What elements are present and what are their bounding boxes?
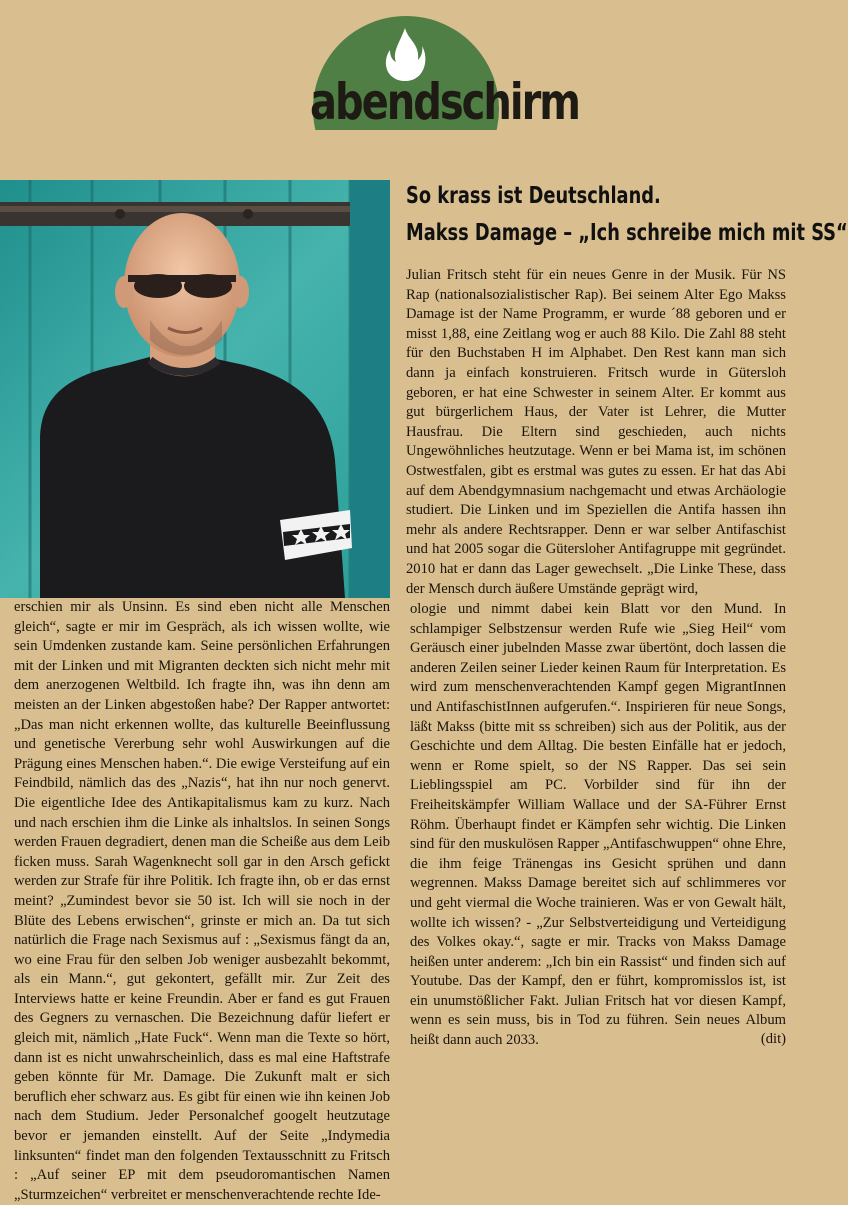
article-text-right-bottom: ologie und nimmt dabei kein Blatt vor den Mund. In schlampiger Selbstzensur werden Rufe wie „Sieg Heil“ vom Geräusch einer jubelnden Masse zwar übertönt, doch lassen die anderen Zeilen seiner Lieder keinen Raum für Interpretation. Es wird zum menschenverachtenden Kampf gegen MigrantInnen und AntifaschistInnen aufgerufen.“. Inspirieren für neue Songs, läßt Makss (bitte mit ss schreiben) sich aus der Politik, aus der Geschichte und dem Alltag. Die besten Einfälle hat er jedoch, wenn er Rome spielt, so der NS Rapper. Das sei sein Lieblingsspiel am PC. Vorbilder sind für ihn der Freiheitskämpfer William Wallace und der SA-Führer Ernst Röhm. Überhaupt findet er Kämpfen sehr wichtig. Die Linken sind für den muskulösen Rapper „Antifaschwuppen“ ohne Ehre, die ihm feige Tränengas ins Gesicht sprühen und dann wegrennen. Makss Damage bereitet sich auf schlimmeres vor und geht viermal die Woche trainieren. Was er von Gewalt hält, wollte ich wissen? - „Zur Selbstverteidigung und Verteidigung des Volkes okay.“, sagte er mir. Tracks von Makss Damage heißen unter anderem: „Ich bin ein Rassist“ und finden sich auf Youtube. Das der Kampf, den er führt, kompromisslos ist, ist ein unumstößlicher Fakt. Julian Fritsch hat vor diesen Kampf, wenn es sein muss, bis in Tod zu führen. Sein neues Album heißt dann auch 2033. [410,601,786,1049]
article-text-left-bottom: erschien mir als Unsinn. Es sind eben nicht alle Menschen gleich“, sagte er mir im Gespräch, als ich wissen wollte, wie sein Umdenken zustande kam. Seine persönlichen Erfahrungen mit der Linken und mit Migranten deckten sich nicht mehr mit dem anerzogenen Weltbild. Ich fragte ihn, was ihn denn am meisten an der Linken abgestoßen habe? Der Rapper antwortet: „Das man nicht erkennen wollte, das kulturelle Beeinflussung und genetische Vererbung sehr wohl Auswirkungen auf die Prägung eines Menschen haben.“. Die ewige Versteifung auf ein Feindbild, nämlich das des „Nazis“, hat ihn nur noch genervt. Die eigentliche Idee des Antikapitalismus kam zu kurz. Nach und nach erschien ihm die Linke als inhaltslos. In seinen Songs werden Frauen degradiert, denen man die Scheiße aus dem Leib ficken muss. Sarah Wagenknecht soll gar in den Arsch gefickt werden zur Strafe für ihre Politik. Ich fragte ihn, ob er das ernst meint? „Zumindest bevor sie 50 ist. Ich will sie noch in der Blüte des Lebens erwischen“, grinste er mich an. Da tut sich natürlich die Frage nach Sexismus auf : „Sexismus fängt da an, wo eine Frau für den selben Job weniger ausbezahlt bekommt, als ein Mann.“, gut gekontert, gefällt mir. Zur Zeit des Interviews hatte er keine Freundin. Aber er fand es gut Frauen des Gegners zu vernaschen. Die Bezeichnung dafür liefert er gleich mit, nämlich „Hate Fuck“. Wenn man die Texte so hört, dann ist es nicht unwahrscheinlich, dass es mal eine Haftstrafe geben könnte für Mr. Damage. Die Zukunft malt er sich beruflich eher schwarz aus. Es gibt für einen wie ihn keinen Job nach dem Studium. Jeder Personalchef googelt heutzutage bevor er jemanden einstellt. Auf der Seite „Indymedia linksunten“ findet man den folgenden Textausschnitt zu Fritsch : „Auf seiner EP mit dem pseudoromantischen Namen „Sturmzeichen“ verbreitet er menschenverachtende rechte Ide- [14,599,390,1203]
article-text-right-top: Julian Fritsch steht für ein neues Genre in der Musik. Für NS Rap (nationalsozialistischer Rap). Bei seinem Alter Ego Makss Damage ist der Name Programm, er wurde ´88 geboren und er misst 1,88, eine Zeitlang wog er auch 88 Kilo. Die Zahl 88 steht für den Buchstaben H im Alphabet. Den Rest kann man sich dann ja einfach konstruieren. Fritsch wurde in Gütersloh geboren, er hat eine Schwester in seinem Alter. Er kommt aus gut bürgerlichem Haus, der Vater ist Lehrer, die Mutter Hausfrau. Die Eltern sind geschieden, auch nichts Ungewöhnliches heutzutage. Wenn er bei Mama ist, im schönen Ostwestfalen, gibt es erstmal was gutes zu essen. Er hat das Abi auf dem Abendgymnasium nachgemacht und etwas Archäologie studiert. Die Linken und im Speziellen die Antifa hassen ihn mehr als andere Rechtsrapper. Denn er war selber Antifaschist und hat 2005 sogar die Gütersloher Antifagruppe mit gegründet. 2010 hat er dann das Lager gewechselt. „Die Linke These, dass der Mensch durch äußere Umstände geprägt wird, [406,267,786,597]
logo-wordmark: abendschirm [310,74,579,132]
headline-line-1: So krass ist Deutschland. [406,183,661,209]
logo [300,8,579,133]
article-headline [406,178,848,252]
headline-line-2: Makss Damage – „Ich schreibe mich mit SS“ [406,220,848,246]
portrait-photo [0,180,390,598]
author-signoff: (dit) [760,1031,786,1047]
